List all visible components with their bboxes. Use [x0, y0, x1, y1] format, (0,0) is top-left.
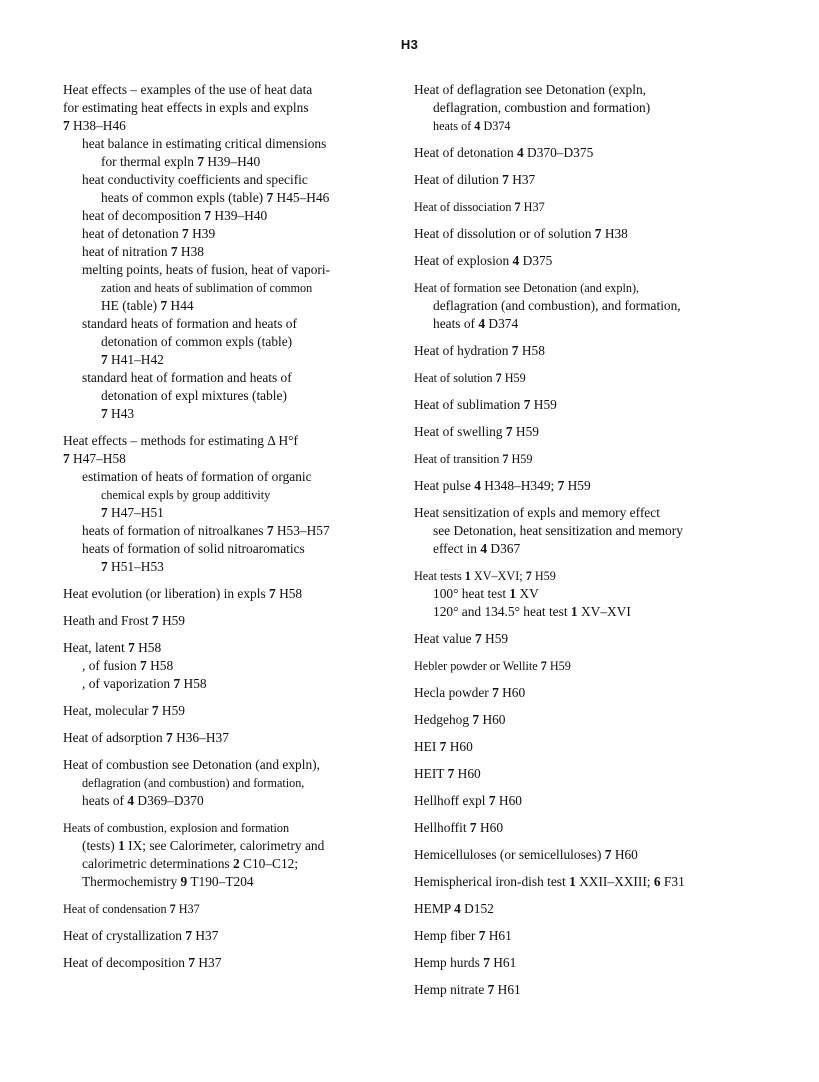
index-subentry: zation and heats of sublimation of common [101, 281, 313, 295]
index-subentry: 7 H47–H51 [101, 505, 164, 520]
index-entry-heading: HEIT 7 H60 [414, 766, 481, 781]
index-entry-heading: Heat of combustion see Detonation (and expln), [63, 757, 320, 772]
index-subentry: heats of formation of nitroalkanes 7 H53–H57 [82, 523, 330, 538]
index-entry [414, 738, 754, 756]
index-entry-heading: Heat tests 1 XV–XVI; 7 H59 [414, 569, 556, 583]
index-entry [414, 198, 754, 216]
index-entry [414, 252, 754, 270]
index-subentry: 7 H51–H53 [101, 559, 164, 574]
index-entry-heading: Heat of adsorption 7 H36–H37 [63, 730, 229, 745]
index-entry-heading: Hellhoff expl 7 H60 [414, 793, 522, 808]
index-entry [414, 477, 754, 495]
index-subentry: 7 H41–H42 [101, 352, 164, 367]
index-subentry: deflagration (and combustion) and formation, [82, 776, 305, 790]
index-entry-heading: Heat of detonation 4 D370–D375 [414, 145, 594, 160]
index-entry [414, 369, 754, 387]
index-subentry: HE (table) 7 H44 [101, 298, 194, 313]
index-entry [414, 81, 754, 135]
index-entry-heading: Heat of swelling 7 H59 [414, 424, 539, 439]
index-entry [414, 954, 754, 972]
index-entry-heading: Heat of formation see Detonation (and expln), [414, 281, 640, 295]
index-subentry: for thermal expln 7 H39–H40 [101, 154, 261, 169]
index-entry-heading: Hemicelluloses (or semicelluloses) 7 H60 [414, 847, 638, 862]
index-entry-heading: Heath and Frost 7 H59 [63, 613, 186, 628]
index-entry [414, 684, 754, 702]
index-subentry: heats of 4 D374 [433, 316, 519, 331]
index-entry-heading: Heat effects – examples of the use of heat data [63, 82, 313, 97]
index-entry [63, 927, 398, 945]
index-entry-heading: Hemp nitrate 7 H61 [414, 982, 521, 997]
index-subentry: deflagration, combustion and formation) [433, 100, 651, 115]
index-entry [414, 423, 754, 441]
index-entry [414, 900, 754, 918]
index-entry [414, 630, 754, 648]
index-entry-heading: Heat of condensation 7 H37 [63, 902, 200, 916]
index-entry [414, 846, 754, 864]
index-entry-heading: Heat evolution (or liberation) in expls 7 H58 [63, 586, 303, 601]
index-entry-heading: Heat effects – methods for estimating Δ H°f [63, 433, 298, 448]
index-subentry: heats of 4 D374 [433, 119, 511, 133]
index-entry-heading: Heat of sublimation 7 H59 [414, 397, 557, 412]
index-entry-heading: Hecla powder 7 H60 [414, 685, 526, 700]
index-entry [414, 450, 754, 468]
index-entry [414, 765, 754, 783]
index-entry [414, 981, 754, 999]
index-subentry: standard heat of formation and heats of [82, 370, 292, 385]
index-entry [63, 639, 398, 693]
index-subentry: melting points, heats of fusion, heat of vapori- [82, 262, 331, 277]
index-entry-heading: Heat of explosion 4 D375 [414, 253, 553, 268]
index-entry [63, 900, 398, 918]
index-entry [63, 819, 398, 891]
index-subentry: heat of decomposition 7 H39–H40 [82, 208, 268, 223]
index-subentry: , of fusion 7 H58 [82, 658, 174, 673]
index-entry-heading: Heat of solution 7 H59 [414, 371, 526, 385]
index-subentry: effect in 4 D367 [433, 541, 521, 556]
index-entry-heading: Heat sensitization of expls and memory effect [414, 505, 660, 520]
index-entry [63, 81, 398, 423]
index-entry [414, 792, 754, 810]
index-entry-heading: Hemp fiber 7 H61 [414, 928, 512, 943]
index-column-left [63, 81, 398, 981]
index-subentry: deflagration (and combustion), and formation, [433, 298, 681, 313]
index-entry [63, 432, 398, 576]
index-entry-heading: Heat of dissolution or of solution 7 H38 [414, 226, 628, 241]
index-entry [63, 702, 398, 720]
index-entry-heading: Hemp hurds 7 H61 [414, 955, 517, 970]
index-subentry: estimation of heats of formation of organic [82, 469, 312, 484]
index-subentry: calorimetric determinations 2 C10–C12; [82, 856, 299, 871]
index-entry [63, 756, 398, 810]
index-entry [63, 585, 398, 603]
index-entry-heading: Heat, molecular 7 H59 [63, 703, 185, 718]
index-subentry: detonation of expl mixtures (table) [101, 388, 287, 403]
index-entry-heading: Heat of crystallization 7 H37 [63, 928, 219, 943]
index-entry [414, 342, 754, 360]
index-subentry: 100° heat test 1 XV [433, 586, 539, 601]
index-subentry: heats of formation of solid nitroaromatics [82, 541, 305, 556]
index-entry-heading: Heat of deflagration see Detonation (expln, [414, 82, 647, 97]
index-subentry: heat of nitration 7 H38 [82, 244, 204, 259]
index-entry [414, 873, 754, 891]
index-entry-heading: Heat pulse 4 H348–H349; 7 H59 [414, 478, 591, 493]
index-entry [414, 279, 754, 333]
index-entry-heading: Heats of combustion, explosion and formation [63, 821, 290, 835]
index-entry [414, 504, 754, 558]
index-entry-heading: HEI 7 H60 [414, 739, 473, 754]
index-entry [414, 144, 754, 162]
index-entry-heading: Hemispherical iron-dish test 1 XXII–XXIII; 6 F31 [414, 874, 685, 889]
index-entry [414, 225, 754, 243]
index-entry [414, 396, 754, 414]
index-entry-heading: HEMP 4 D152 [414, 901, 494, 916]
index-subentry: chemical expls by group additivity [101, 488, 271, 502]
index-entry-heading: 7 H47–H58 [63, 451, 126, 466]
index-subentry: heat of detonation 7 H39 [82, 226, 216, 241]
index-entry [63, 954, 398, 972]
index-entry [63, 612, 398, 630]
index-entry-heading: Heat of decomposition 7 H37 [63, 955, 222, 970]
index-subentry: heats of common expls (table) 7 H45–H46 [101, 190, 330, 205]
index-entry-heading: 7 H38–H46 [63, 118, 126, 133]
index-subentry: 7 H43 [101, 406, 135, 421]
index-subentry: , of vaporization 7 H58 [82, 676, 207, 691]
index-entry-heading: Heat of dissociation 7 H37 [414, 200, 545, 214]
index-entry-heading: Hellhoffit 7 H60 [414, 820, 504, 835]
index-entry [414, 927, 754, 945]
index-entry [63, 729, 398, 747]
index-entry-heading: Heat of transition 7 H59 [414, 452, 533, 466]
index-entry-heading: Heat, latent 7 H58 [63, 640, 162, 655]
index-subentry: Thermochemistry 9 T190–T204 [82, 874, 254, 889]
index-entry-heading: Heat value 7 H59 [414, 631, 509, 646]
index-subentry: 120° and 134.5° heat test 1 XV–XVI [433, 604, 631, 619]
index-entry [414, 171, 754, 189]
index-entry-heading: Heat of hydration 7 H58 [414, 343, 545, 358]
index-subentry: heats of 4 D369–D370 [82, 793, 204, 808]
index-entry [414, 711, 754, 729]
index-entry-heading: Hedgehog 7 H60 [414, 712, 506, 727]
index-subentry: see Detonation, heat sensitization and memory [433, 523, 683, 538]
index-subentry: standard heats of formation and heats of [82, 316, 297, 331]
index-entry-heading: Heat of dilution 7 H37 [414, 172, 536, 187]
index-entry-heading: for estimating heat effects in expls and explns [63, 100, 309, 115]
index-subentry: heat conductivity coefficients and specific [82, 172, 308, 187]
page-number-header: H3 [400, 37, 419, 52]
index-subentry: (tests) 1 IX; see Calorimeter, calorimetry and [82, 838, 325, 853]
index-column-right [414, 81, 754, 1008]
index-entry-heading: Hebler powder or Wellite 7 H59 [414, 659, 571, 673]
index-subentry: heat balance in estimating critical dimensions [82, 136, 327, 151]
index-entry [414, 567, 754, 621]
index-subentry: detonation of common expls (table) [101, 334, 293, 349]
index-entry [414, 819, 754, 837]
index-entry [414, 657, 754, 675]
